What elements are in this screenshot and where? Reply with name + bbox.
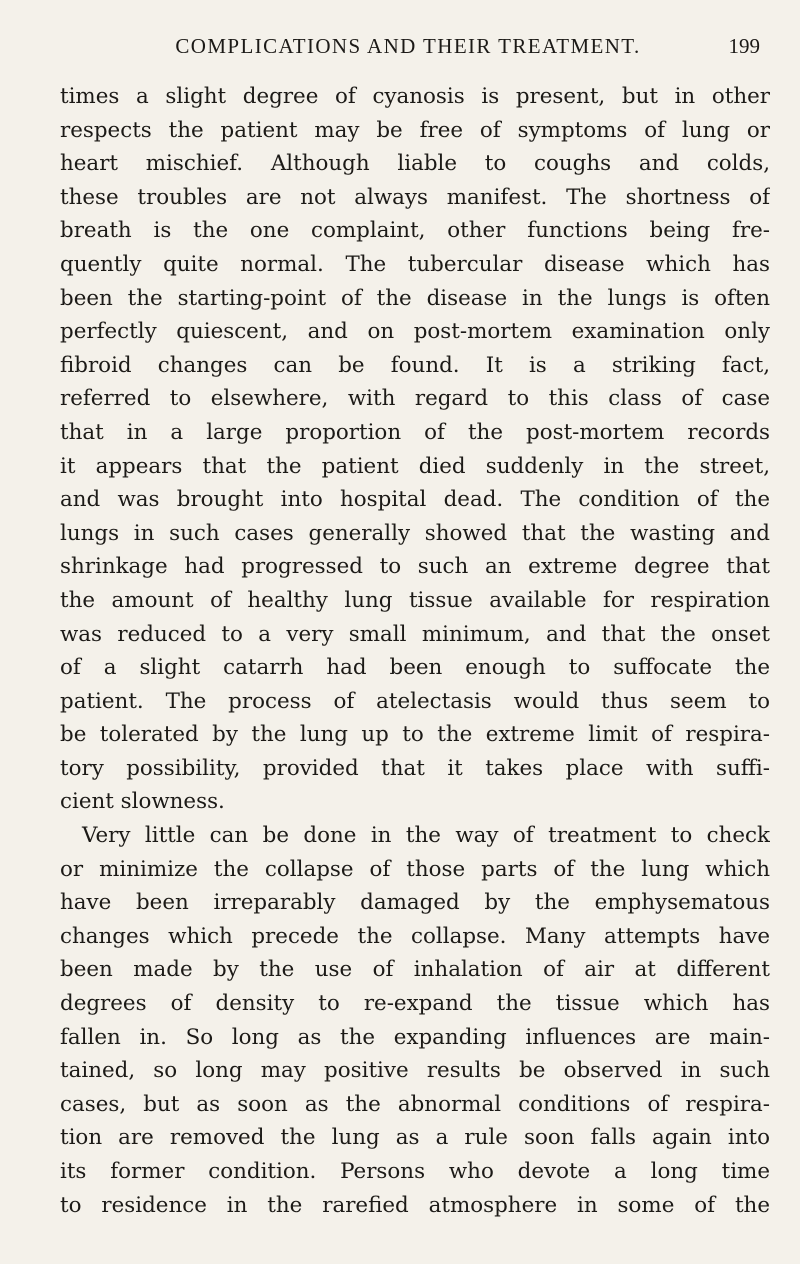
text-line: was reduced to a very small minimum, and that the onset	[60, 621, 770, 647]
text-line: degrees of density to re-expand the tissue which has	[60, 991, 770, 1017]
text-line: that in a large proportion of the post-mortem records	[60, 419, 770, 445]
body-text	[60, 80, 770, 1222]
page-number: 199	[728, 34, 760, 58]
text-line: be tolerated by the lung up to the extreme limit of respira-	[60, 722, 770, 748]
paragraph-end-line: cient slowness.	[60, 789, 225, 815]
text-line: tory possibility, provided that it takes place with suffi-	[60, 755, 770, 781]
text-line: to residence in the rarefied atmosphere in some of the	[60, 1192, 770, 1218]
text-line: shrinkage had progressed to such an extreme degree that	[60, 554, 770, 580]
text-line: been made by the use of inhalation of air at different	[60, 957, 770, 983]
text-line: tained, so long may positive results be observed in such	[60, 1058, 770, 1084]
text-line: or minimize the collapse of those parts of the lung which	[60, 856, 770, 882]
text-line: times a slight degree of cyanosis is present, but in other	[60, 84, 770, 109]
text-line: it appears that the patient died suddenly in the street,	[60, 453, 770, 479]
text-line: its former condition. Persons who devote a long time	[60, 1159, 770, 1184]
text-line: quently quite normal. The tubercular disease which has	[60, 251, 770, 277]
text-line: heart mischief. Although liable to coughs and colds,	[60, 151, 770, 177]
running-head	[60, 34, 760, 64]
text-line: cases, but as soon as the abnormal conditions of respira-	[60, 1091, 770, 1117]
text-line: breath is the one complaint, other functions being fre-	[60, 218, 770, 244]
text-line: patient. The process of atelectasis would thus seem to	[60, 688, 770, 714]
text-line: fibroid changes can be found. It is a striking fact,	[60, 352, 770, 378]
text-line: lungs in such cases generally showed that the wasting and	[60, 520, 770, 546]
running-title: COMPLICATIONS AND THEIR TREATMENT.	[175, 34, 641, 58]
text-line: changes which precede the collapse. Many attempts have	[60, 923, 770, 949]
text-line: have been irreparably damaged by the emphysematous	[60, 890, 770, 916]
text-line: fallen in. So long as the expanding influences are main-	[60, 1024, 770, 1050]
paragraph-start-line: Very little can be done in the way of treatment to check	[82, 823, 770, 849]
text-line: these troubles are not always manifest. The shortness of	[60, 184, 770, 210]
text-line: referred to elsewhere, with regard to this class of case	[60, 386, 770, 412]
text-line: respects the patient may be free of symptoms of lung or	[60, 117, 770, 143]
text-line: the amount of healthy lung tissue available for respiration	[60, 587, 770, 613]
text-line: perfectly quiescent, and on post-mortem examination only	[60, 319, 770, 345]
text-line: and was brought into hospital dead. The condition of the	[60, 487, 770, 513]
text-line: tion are removed the lung as a rule soon falls again into	[60, 1125, 770, 1151]
text-line: been the starting-point of the disease in the lungs is often	[60, 285, 770, 311]
text-line: of a slight catarrh had been enough to suffocate the	[60, 655, 770, 681]
